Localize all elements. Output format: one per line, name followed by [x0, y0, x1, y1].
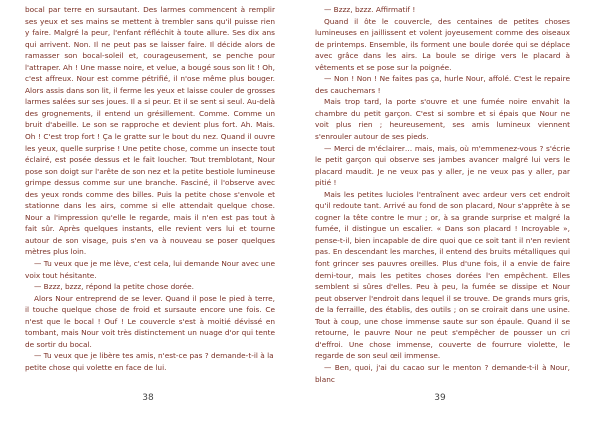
paragraph: — Tu veux que je libère tes amis, n'est-ce pas ? demande-t-il à la petite chose qui volette en face de lui.	[25, 351, 274, 372]
paragraph: Quand il ôte le couvercle, des centaines de petites choses lumineuses en jaillissent et volent joyeusement comme des oiseaux de printemps. Ensemble, ils forment une boule dorée qui se déplace avec grâce dans les airs. La boule se dirige vers le placard à vêtements et se pose sur la poignée.	[315, 16, 570, 72]
right-page-text	[315, 4, 570, 385]
paragraph: — Bzzz, bzzz, répond la petite chose dorée.	[34, 282, 194, 292]
paragraph: bocal par terre en sursautant. Des larmes commencent à remplir ses yeux et ses mains se mettent à trembler sans qu'il puisse rien y faire. Malgré la peur, l'enfant réfléchit à toute allure. Ses dix ans qui arrivent. Non. Il ne peut pas se laisser faire. Il décide alors de ramasser son bocal-soleil et, courageusement, se penche pour l'attraper. Ah ! Une masse noire, et velue, a bougé sous son lit ! Oh, c'est affreux. Nour est comme pétrifié, il n'ose même plus bouger. Alors assis dans son lit, il ferme les yeux et laisse couler de grosses larmes salées sur ses joues. Il a si peur. Et il se sent si seul. Au-delà des grognements, il entend un grésillement. Comme. Comme un bruit d'abeille. Le son se rapproche et devient plus fort. Ah. Mais. Oh ! C'est trop fort ! Ça le gratte sur le bout du nez. Quand il ouvre les yeux, quelle surprise ! Une petite chose, comme un insecte tout éclairé, est posée dessus et le fait loucher. Tout tremblotant, Nour pose son doigt sur l'arête de son nez et la petite bestiole lumineuse grimpe dessus comme sur une branche. Fasciné, il l'observe avec des yeux ronds comme des billes. Puis la petite chose s'envole et stationne dans les airs, comme si elle attendait quelque chose. Nour a l'impression qu'elle le regarde, mais il n'en est pas tout à fait sûr. Après quelques instants, elle revient vers lui et tourne autour de son visage, puis s'en va à nouveau se poser quelques mètres plus loin.	[25, 5, 276, 257]
right-page	[300, 0, 600, 422]
paragraph: — Merci de m'éclairer… mais, mais, où m'emmenez-vous ? s'écrie le petit garçon qui observe ses jambes avancer malgré lui vers le placard maudit. Je ne veux pas y aller, je ne veux pas y aller, par pitié !	[315, 143, 570, 188]
left-page-text	[25, 4, 275, 374]
paragraph: Alors Nour entreprend de se lever. Quand il pose le pied à terre, il touche quelque chose de froid et sursaute encore une fois. Ce n'est que le bocal ! Ouf ! Le couvercle s'est à moitié dévissé en tombant, mais Nour voit très distinctement un nuage d'or qui tente de sortir du bocal.	[25, 293, 275, 349]
paragraph: Mais les petites lucioles l'entraînent avec ardeur vers cet endroit qu'il redoute tant. Arrivé au fond de son placard, Nour s'apprête à se cogner la tête contre le mur ; or, à sa grande surprise et malgré la fumée, il distingue un escalier. « Dans son placard ! Incroyable », pense-t-il, bien incapable de dire quoi que ce soit tant il n'en revient pas. En descendant les marches, il entend des bruits métalliques qui font grincer ses pauvres oreilles. Plus d'une fois, il a envie de faire demi-tour, mais les petites choses dorées l'en empêchent. Elles semblent si sûres d'elles. Peu à peu, la fumée se dissipe et Nour peut observer l'endroit dans lequel il se trouve. De grands murs gris, de la ferraille, des établis, des outils ; on se croirait dans une usine. Tout à coup, une chose immense saute sur son épaule. Quand il se retourne, le pauvre Nour ne peut s'empêcher de pousser un cri d'effroi. Une chose immense, couverte de fourrure violette, le regarde de son seul œil immense.	[315, 189, 570, 361]
paragraph: — Ben, quoi, j'ai du cacao sur le menton ? demande-t-il à Nour, blanc	[315, 362, 570, 384]
paragraph: — Tu veux que je me lève, c'est cela, lui demande Nour avec une voix tout hésitante.	[25, 259, 275, 280]
paragraph: Mais trop tard, la porte s'ouvre et une fumée noire envahit la chambre du petit garçon. C'est si sombre et si épais que Nour ne voit plus rien ; heureusement, ses amis lumineux viennent s'enrouler autour de ses pieds.	[315, 97, 570, 142]
paragraph: — Bzzz, bzzz. Affirmatif !	[324, 5, 416, 14]
page-number-left: 38	[142, 393, 154, 403]
paragraph: — Non ! Non ! Ne faites pas ça, hurle Nour, affolé. C'est le repaire des cauchemars !	[315, 74, 570, 95]
page-number-right: 39	[434, 393, 446, 403]
